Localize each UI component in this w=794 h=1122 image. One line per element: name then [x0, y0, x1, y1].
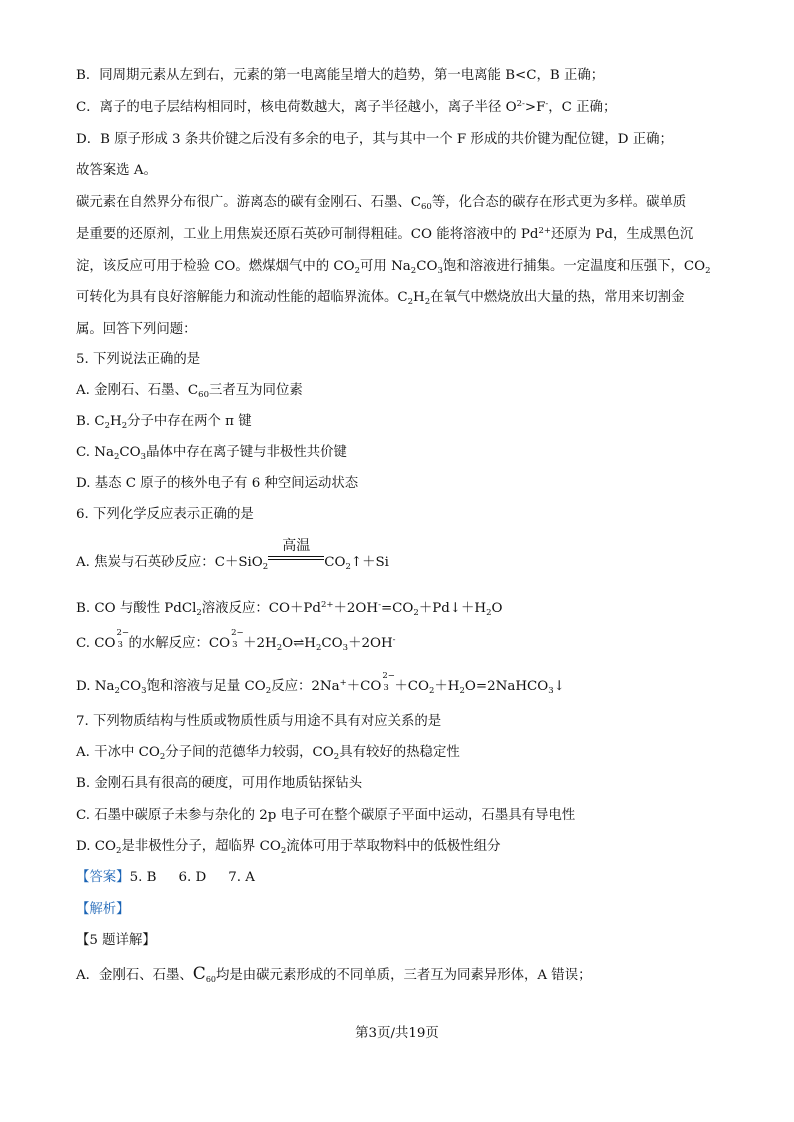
q5-option-c: C. $Na_2CO_3$晶体中存在离子键与非极性共价键 — [76, 445, 347, 462]
q7-stem: 7. 下列物质结构与性质或物质性质与用途不具有对应关系的是 — [76, 714, 442, 729]
passage-line-2: 是重要的还原剂，工业上用焦炭还原石英砂可制得粗硅。CO 能将溶液中的 $Pd^{2+}$还原为 Pd，生成黑色沉 — [76, 226, 694, 242]
q6-option-c: C. CO 2− 3 的水解反应：CO 2− 3 $+2H_2O\rightleftharpoons H_2CO_3+2OH^-$ — [76, 628, 396, 653]
answer-line: 【答案】5. B 6. D 7. A — [76, 870, 255, 885]
passage-line-4: 可转化为具有良好溶解能力和流动性能的超临界流体。$C_2H_2$在氧气中燃烧放出大量的热，常用来切割金 — [76, 290, 685, 307]
detail-option-a: A．金刚石、石墨、$C_{60}$均是由碳元素形成的不同单质，三者互为同素异形体，A 错误； — [76, 964, 592, 984]
answer-tag: 【答案】 — [76, 870, 130, 885]
passage-line-3: 淀，该反应可用于检验 CO。燃煤烟气中的 $CO_2$可用 $Na_2CO_3$饱和溶液进行捕集。一定温度和压强下，$CO_2$ — [76, 259, 711, 276]
q6-option-d: D. $Na_2CO_3$饱和溶液与足量 $CO_2$反应：2Na+＋CO 2− 3 $+CO_2+H_2O=2NaHCO_3↓$ — [76, 671, 565, 696]
passage-line-5: 属。回答下列问题： — [76, 322, 197, 337]
q4-option-c: C．离子的电子层结构相同时，核电荷数越大，离子半径越小，离子半径 $O^{2-}>F^-$，C 正确； — [76, 99, 617, 115]
q7-option-b: B. 金刚石具有很高的硬度，可用作地质钻探钻头 — [76, 776, 363, 791]
q7-option-d: D. $CO_2$是非极性分子，超临界 $CO_2$流体可用于萃取物料中的低极性组分 — [76, 839, 501, 856]
passage-line-1: 碳元素在自然界分布很广。游离态的碳有金刚石、石墨、$C_{60}$等，化合态的碳存在形式更为多样。碳单质 — [76, 195, 687, 212]
page-footer: 第3页/共19页 — [355, 1026, 439, 1041]
q4-option-d: D．B 原子形成 3 条共价键之后没有多余的电子，其与其中一个 F 形成的共价键为配位键，D 正确； — [76, 132, 673, 147]
q6-option-b: B. CO 与酸性 PdCl$_2$溶液反应：$CO+Pd^{2+}+2OH^-=CO_2+Pd↓+H_2O$ — [76, 600, 503, 618]
reaction-condition: 高温 — [268, 552, 324, 566]
q5-option-d: D. 基态 C 原子的核外电子有 6 种空间运动状态 — [76, 476, 359, 491]
q4-option-b: B．同周期元素从左到右，元素的第一电离能呈增大的趋势，第一电离能 B<C，B 正确； — [76, 68, 605, 83]
q5-option-b: B. $C_2H_2$分子中存在两个 π 键 — [76, 414, 252, 431]
q7-option-a: A. 干冰中 $CO_2$分子间的范德华力较弱，$CO_2$具有较好的热稳定性 — [76, 745, 460, 762]
q6-option-a: A. 焦炭与石英砂反应：C＋SiO$_2$ 高温 $CO_2↑+Si$ — [76, 538, 389, 572]
q5-option-a: A. 金刚石、石墨、$C_{60}$三者互为同位素 — [76, 383, 303, 400]
q5-stem: 5. 下列说法正确的是 — [76, 352, 201, 367]
detail-heading: 【5 题详解】 — [76, 933, 156, 948]
q7-option-c: C. 石墨中碳原子未参与杂化的 2p 电子可在整个碳原子平面中运动，石墨具有导电性 — [76, 808, 576, 823]
analysis-heading: 【解析】 — [76, 902, 130, 917]
q4-answer: 故答案选 A。 — [76, 163, 157, 178]
q6-stem: 6. 下列化学反应表示正确的是 — [76, 507, 254, 522]
